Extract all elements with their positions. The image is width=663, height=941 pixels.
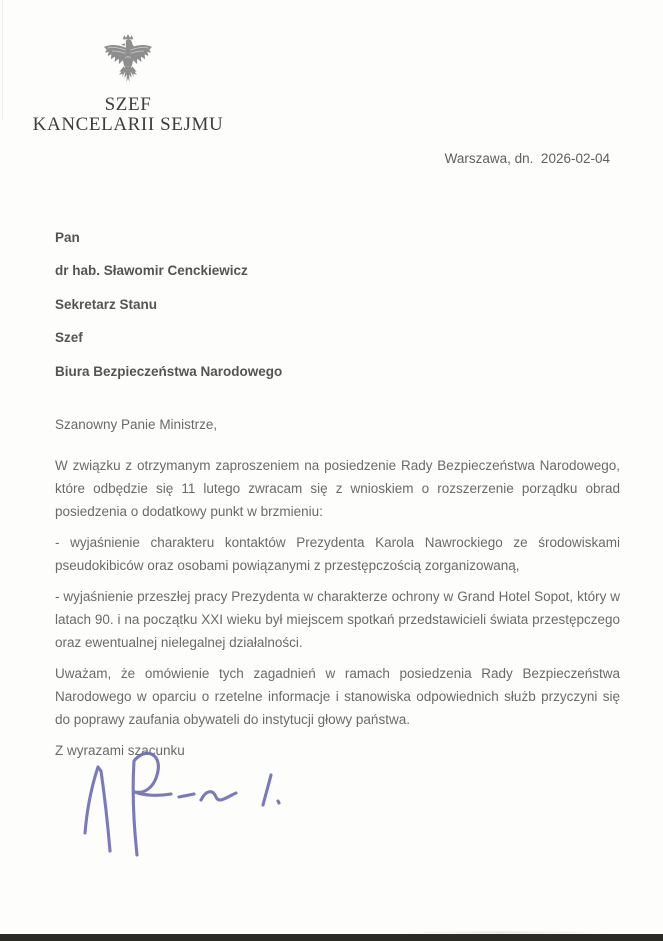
scan-edge-bar — [0, 934, 663, 941]
handwritten-signature — [75, 747, 305, 862]
place-date-line: Warszawa, dn. 2026-02-04 — [444, 151, 610, 166]
addressee-role: Szef — [55, 330, 83, 346]
salutation: Szanowny Panie Ministrze, — [55, 417, 218, 432]
addressee-institution: Biura Bezpieczeństwa Narodowego — [55, 363, 283, 379]
letterhead-title-line2: KANCELARII SEJMU — [32, 114, 224, 135]
letterhead — [18, 33, 238, 135]
letter-body — [55, 413, 620, 762]
letter-paragraph-1: W związku z otrzymanym zaproszeniem na posiedzenie Rady Bezpieczeństwa Narodowego, które odbędzie się 11 lutego zwracam się z wnioskiem o rozszerzenie porządku obrad posiedzenia o dodatkowy punkt w brzmieniu: — [55, 458, 620, 519]
letter-paragraph-2: - wyjaśnienie charakteru kontaktów Prezydenta Karola Nawrockiego ze środowiskami pseudokibiców oraz osobami powiązanymi z przestępczością zorganizowaną, — [55, 535, 620, 573]
letter-paragraph-3: - wyjaśnienie przeszłej pracy Prezydenta w charakterze ochrony w Grand Hotel Sopot, który w latach 90. i na początku XXI wieku był miejscem spotkań przedstawicieli świata przestępczego oraz ewentualnej nielegalnej działalności. — [55, 589, 620, 650]
polish-eagle-emblem — [101, 33, 155, 93]
addressee-title: Sekretarz Stanu — [55, 296, 158, 312]
addressee-block — [55, 221, 603, 388]
closing-phrase: Z wyrazami szacunku — [55, 743, 185, 758]
addressee-name: dr hab. Sławomir Cenckiewicz — [55, 263, 248, 279]
letter-paragraph-4: Uważam, że omówienie tych zagadnień w ramach posiedzenia Rady Bezpieczeństwa Narodowego w oparciu o rzetelne informacje i stanowiska odpowiednich służb przyczyni się do poprawy zaufania obywateli do instytucji głowy państwa. — [55, 666, 620, 727]
addressee-honorific: Pan — [55, 230, 80, 245]
letterhead-title-line1: SZEF — [104, 94, 152, 115]
